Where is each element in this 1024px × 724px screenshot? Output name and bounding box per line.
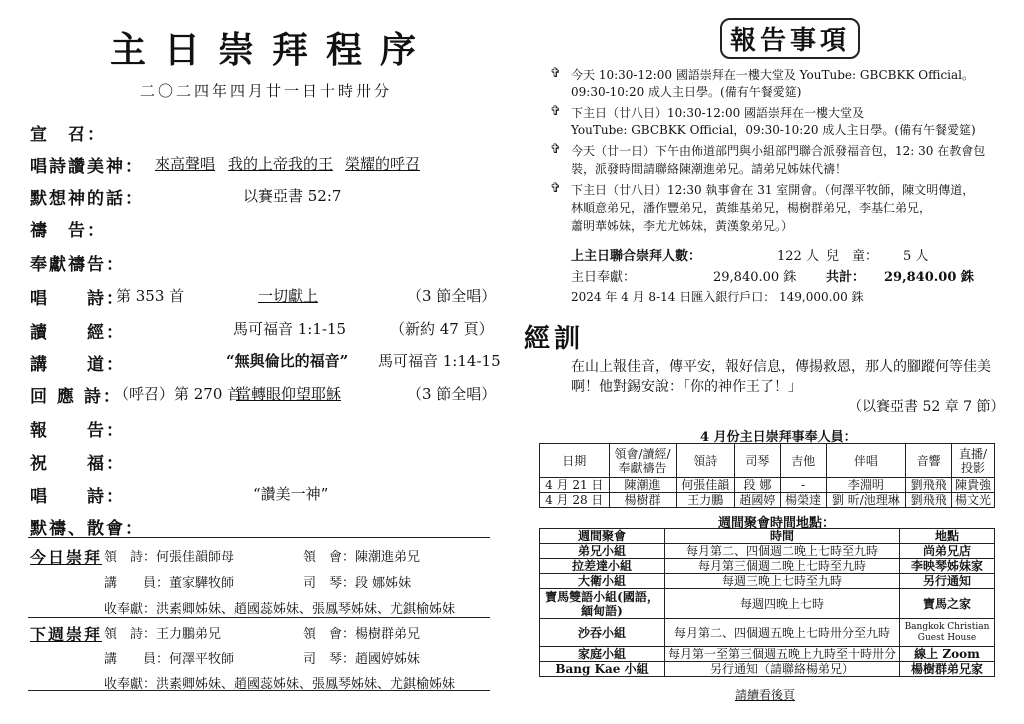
attendance-children: 5 人 xyxy=(903,249,929,264)
sing1-label: 唱 詩： xyxy=(30,289,125,309)
sing1-note: （3 節全唱） xyxy=(407,287,497,305)
meditate-label: 默想神的話： xyxy=(30,189,144,209)
table-cell: 楊樹群弟兄家 xyxy=(900,662,995,677)
table-cell: 劉飛飛 xyxy=(906,478,952,493)
verse-text: 在山上報佳音，傳平安，報好信息，傳揚救恩，那人的腳蹤何等佳美 xyxy=(571,359,991,375)
call-label: 宣 召： xyxy=(30,125,106,145)
attendance-adults: 122 人 xyxy=(777,249,819,264)
table-cell: 另行通知 xyxy=(900,574,995,589)
table-cell: 每月第一至第三個週五晚上九時至十時卅分 xyxy=(665,647,900,662)
sing1-number: 第 353 首 xyxy=(116,287,185,305)
table-cell: 4 月 28 日 xyxy=(540,493,610,508)
reading-note: （新約 47 頁） xyxy=(390,320,494,338)
service-date: 二〇二四年四月廿一日十時卅分 xyxy=(140,82,393,100)
table-cell: 劉飛飛 xyxy=(906,493,952,508)
sing2-title: “讚美一神” xyxy=(253,485,329,503)
hymn-1: 來高聲唱 xyxy=(155,155,216,173)
bullet-icon: ✞ xyxy=(550,104,561,119)
table-cell: 每月第二、四個週二晚上七時至九時 xyxy=(665,544,900,559)
notice-line: 下主日（廿八日）10:30-12:00 國語崇拜在一樓大堂及 xyxy=(571,106,865,120)
verse-text: 啊！他對錫安說：「你的神作王了！」 xyxy=(571,379,802,395)
table-cell: 家庭小組 xyxy=(540,647,665,662)
response-number: （呼召）第 270 首 xyxy=(114,385,243,403)
table-row xyxy=(540,619,995,647)
hymns-label: 唱詩讚美神： xyxy=(30,157,144,177)
table-cell: 劉 昕/池理琳 xyxy=(826,493,906,508)
table-header: 吉他 xyxy=(780,444,826,478)
table-header: 領會/讀經/奉獻禱告 xyxy=(609,444,676,478)
table-cell: 大衛小組 xyxy=(540,574,665,589)
table-row xyxy=(540,662,995,677)
next-lead: 領 詩：王力鵬弟兄 xyxy=(104,627,222,642)
meditate-ref: 以賽亞書 52:7 xyxy=(243,187,342,205)
today-service-label: 今日崇拜 xyxy=(30,548,103,567)
table-header: 時間 xyxy=(665,529,900,544)
offering-value: 29,840.00 銖 xyxy=(713,270,797,285)
table-cell: 寶馬之家 xyxy=(900,589,995,619)
verse-title: 經訓 xyxy=(524,324,585,354)
response-title: 當轉眼仰望耶穌 xyxy=(236,385,342,403)
table-header-row xyxy=(540,529,995,544)
table-cell: 拉差達小組 xyxy=(540,559,665,574)
group-table-title: 週間聚會時間地點： xyxy=(718,516,836,531)
sing1-title: 一切獻上 xyxy=(258,287,319,305)
table-cell: 何張佳韻 xyxy=(676,478,735,493)
table-cell: Bangkok Christian Guest House xyxy=(900,619,995,647)
table-cell: 每週四晚上七時 xyxy=(665,589,900,619)
divider xyxy=(28,537,490,538)
total-value: 29,840.00 銖 xyxy=(884,270,974,285)
table-header: 直播/投影 xyxy=(952,444,995,478)
reading-ref: 馬可福音 1:1-15 xyxy=(233,320,347,338)
notice-line: 蕭明華姊妹，李尤尤姊妹，黃漢象弟兄。） xyxy=(571,219,794,233)
bullet-icon: ✞ xyxy=(550,66,561,81)
continue-footer: 請續看後頁 xyxy=(735,688,796,702)
today-speaker: 講 員：董家驊牧師 xyxy=(104,576,235,591)
attendance-children-label: 兒 童： xyxy=(826,249,879,264)
notice-line: 裝，派發時間請聯絡陳潮進弟兄。請弟兄姊妹代禱！ xyxy=(571,162,848,176)
table-header: 地點 xyxy=(900,529,995,544)
table-header: 司琴 xyxy=(735,444,781,478)
table-cell: 趙國婷 xyxy=(735,493,781,508)
table-row xyxy=(540,589,995,619)
notice-title: 報告事項 xyxy=(720,18,860,59)
table-header: 音響 xyxy=(906,444,952,478)
next-service-label: 下週崇拜 xyxy=(30,625,103,644)
table-cell: 尚弟兄店 xyxy=(900,544,995,559)
table-row xyxy=(540,493,995,508)
table-cell: 弟兄小組 xyxy=(540,544,665,559)
hymn-2: 我的上帝我的王 xyxy=(228,155,334,173)
group-table xyxy=(539,528,995,677)
total-label: 共計： xyxy=(826,270,866,285)
table-cell: 李淵明 xyxy=(826,478,906,493)
table-row xyxy=(540,647,995,662)
today-lead: 領 詩：何張佳韻師母 xyxy=(104,550,235,565)
table-row xyxy=(540,559,995,574)
today-meet: 領 會：陳潮進弟兄 xyxy=(303,550,421,565)
hymn-3: 榮耀的呼召 xyxy=(345,155,421,173)
sermon-title: “無與倫比的福音” xyxy=(226,352,349,370)
table-cell: 寶馬雙語小組(國語，緬甸語) xyxy=(540,589,665,619)
next-ushers: 收奉獻：洪素卿姊妹、趙國蕊姊妹、張鳳琴姊妹、尤錤榆姊妹 xyxy=(104,677,456,692)
next-piano: 司 琴：趙國婷姊妹 xyxy=(303,652,421,667)
bank-deposit: 2024 年 4 月 8-14 日匯入銀行戶口： 149,000.00 銖 xyxy=(571,290,864,304)
table-cell: 王力鵬 xyxy=(676,493,735,508)
table-cell: Bang Kae 小組 xyxy=(540,662,665,677)
staff-table xyxy=(539,443,995,508)
notice-line: YouTube: GBCBKK Official，09:30-10:20 成人主日學。(備有午餐愛筵) xyxy=(571,123,976,137)
table-cell: 線上 Zoom xyxy=(900,647,995,662)
sermon-label: 講 道： xyxy=(30,355,125,375)
sermon-ref: 馬可福音 1:14-15 xyxy=(378,352,501,370)
bless-label: 祝 福： xyxy=(30,454,125,474)
table-cell: 每月第三個週二晚上七時至九時 xyxy=(665,559,900,574)
notice-line: 今天（廿一日）下午由佈道部門與小組部門聯合派發福音包，12: 30 在教會包 xyxy=(571,144,986,158)
reading-label: 讀 經： xyxy=(30,323,125,343)
table-header: 伴唱 xyxy=(826,444,906,478)
next-speaker: 講 員：何澤平牧師 xyxy=(104,652,235,667)
table-cell: 段 娜 xyxy=(735,478,781,493)
table-header: 週間聚會 xyxy=(540,529,665,544)
table-cell: 楊文光 xyxy=(952,493,995,508)
sing2-label: 唱 詩： xyxy=(30,487,125,507)
next-meet: 領 會：楊樹群弟兄 xyxy=(303,627,421,642)
staff-table-title: 4 月份主日崇拜事奉人員： xyxy=(700,430,857,445)
offering-prayer-label: 奉獻禱告： xyxy=(30,255,125,275)
today-piano: 司 琴：段 娜姊妹 xyxy=(303,576,412,591)
notice-line: 09:30-10:20 成人主日學。(備有午餐愛筵) xyxy=(571,85,802,99)
response-note: （3 節全唱） xyxy=(407,385,497,403)
bullet-icon: ✞ xyxy=(550,142,561,157)
bullet-icon: ✞ xyxy=(550,181,561,196)
table-cell: 陳潮進 xyxy=(609,478,676,493)
table-header: 日期 xyxy=(540,444,610,478)
table-row xyxy=(540,574,995,589)
response-label: 回 應 詩： xyxy=(30,387,122,407)
table-cell: 沙吞小組 xyxy=(540,619,665,647)
notice-line: 今天 10:30-12:00 國語崇拜在一樓大堂及 YouTube: GBCBKK Official。 xyxy=(571,68,974,82)
divider xyxy=(28,617,490,618)
prayer-label: 禱 告： xyxy=(30,221,106,241)
report-label: 報 告： xyxy=(30,421,125,441)
table-cell: 4 月 21 日 xyxy=(540,478,610,493)
table-row xyxy=(540,478,995,493)
verse-ref: （以賽亞書 52 章 7 節） xyxy=(848,399,1005,415)
table-cell: 每週三晚上七時至九時 xyxy=(665,574,900,589)
table-cell: 每月第二、四個週五晚上七時卅分至九時 xyxy=(665,619,900,647)
table-cell: - xyxy=(780,478,826,493)
table-cell: 楊樹群 xyxy=(609,493,676,508)
notice-line: 下主日（廿八日）12:30 執事會在 31 室開會。（何澤平牧師，陳文明傳道， xyxy=(571,183,975,197)
attendance-label: 上主日聯合崇拜人數： xyxy=(571,249,702,264)
table-cell: 陳貴強 xyxy=(952,478,995,493)
offering-label: 主日奉獻： xyxy=(571,270,637,285)
table-cell: 李映琴姊妹家 xyxy=(900,559,995,574)
today-ushers: 收奉獻：洪素卿姊妹、趙國蕊姊妹、張鳳琴姊妹、尤錤榆姊妹 xyxy=(104,602,456,617)
table-header-row xyxy=(540,444,995,478)
divider xyxy=(28,690,490,691)
dismiss-label: 默禱、散會： xyxy=(30,519,144,539)
page-title: 主日崇拜程序 xyxy=(110,29,435,71)
table-header: 領詩 xyxy=(676,444,735,478)
table-row xyxy=(540,544,995,559)
notice-line: 林順意弟兄，潘作豐弟兄，黃維基弟兄，楊樹群弟兄，李基仁弟兄， xyxy=(571,201,932,215)
table-cell: 另行通知（請聯絡楊弟兄） xyxy=(665,662,900,677)
table-cell: 楊榮達 xyxy=(780,493,826,508)
